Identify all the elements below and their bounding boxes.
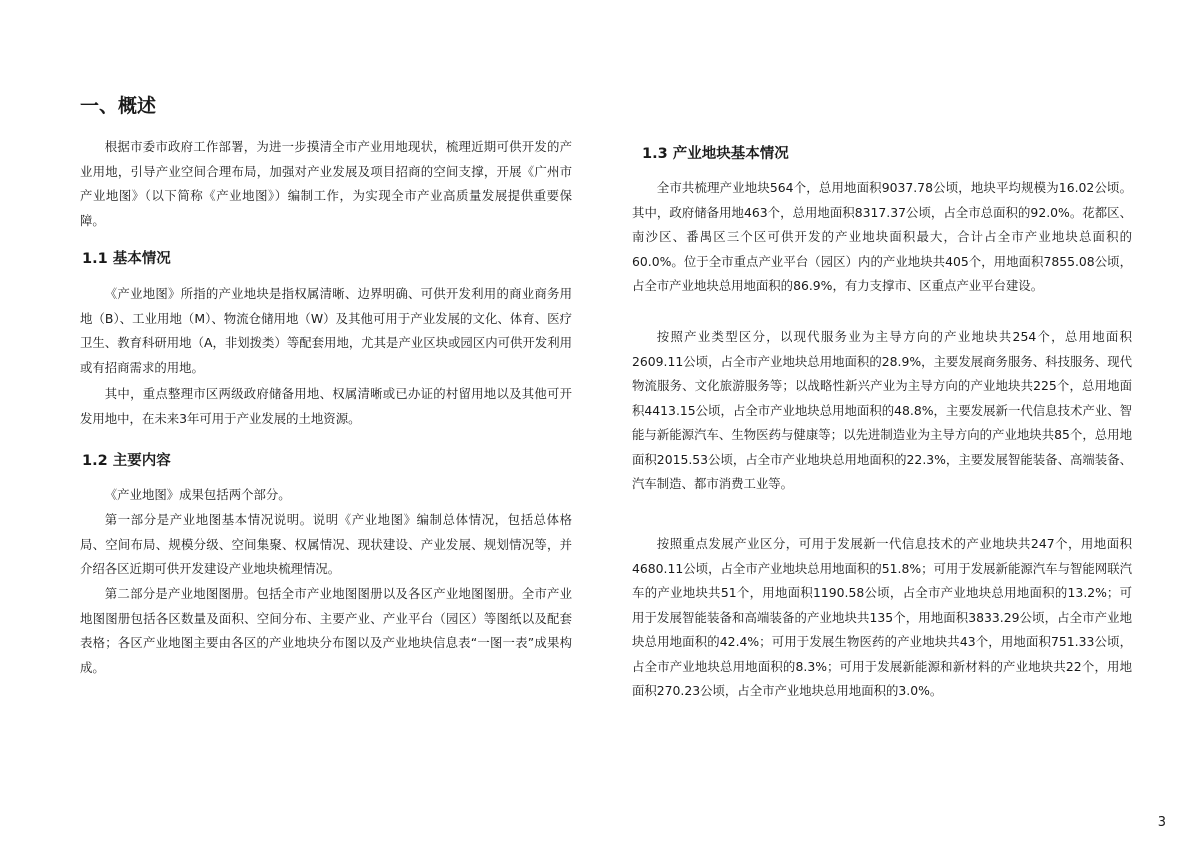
section-1-2-title: 1.2 主要内容 [82,453,171,469]
section-1-3-paragraph-2: 按照产业类型区分，以现代服务业为主导方向的产业地块共254个，总用地面积2609.11公顷，占全市产业地块总用地面积的28.9%，主要发展商务服务、科技服务、现代物流服务、文化旅游服务等；以战略性新兴产业为主导方向的产业地块共225个，总用地面积4413.15公顷，占全市产业地块总用地面积的48.8%，主要发展新一代信息技术产业、智能与新能源汽车、生物医药与健康等；以先进制造业为主导方向的产业地块共85个，总用地面积2015.53公顷，占全市产业地块总用地面积的22.3%，主要发展智能装备、高端装备、汽车制造、都市消费工业等。 [632,329,1132,491]
section-1-3-title: 1.3 产业地块基本情况 [642,146,789,162]
intro-paragraph: 根据市委市政府工作部署，为进一步摸清全市产业用地现状，梳理近期可供开发的产业用地，引导产业空间合理布局，加强对产业发展及项目招商的空间支撑，开展《广州市产业地图》（以下简称《产业地图》）编制工作，为实现全市产业高质量发展提供重要保障。 [80,139,572,228]
section-1-1-title: 1.1 基本情况 [82,251,171,267]
section-1-1-paragraph-2: 其中，重点整理市区两级政府储备用地、权属清晰或已办证的村留用地以及其他可开发用地中，在未来3年可用于产业发展的土地资源。 [80,386,572,426]
section-1-1-paragraph-1: 《产业地图》所指的产业地块是指权属清晰、边界明确、可供开发利用的商业商务用地（B）、工业用地（M）、物流仓储用地（W）及其他可用于产业发展的文化、体育、医疗卫生、教育科研用地（A，非划拨类）等配套用地，尤其是产业区块或园区内可供开发利用或有招商需求的用地。 [80,286,572,375]
section-1-3-paragraph-3: 按照重点发展产业区分，可用于发展新一代信息技术的产业地块共247个，用地面积4680.11公顷，占全市产业地块总用地面积的51.8%；可用于发展新能源汽车与智能网联汽车的产业地块共51个，用地面积1190.58公顷，占全市产业地块总用地面积的13.2%；可用于发展智能装备和高端装备的产业地块共135个，用地面积3833.29公顷，占全市产业地块总用地面积的42.4%；可用于发展生物医药的产业地块共43个，用地面积751.33公顷，占全市产业地块总用地面积的8.3%；可用于发展新能源和新材料的产业地块共22个，用地面积270.23公顷，占全市产业地块总用地面积的3.0%。 [632,536,1132,698]
section-1-2-paragraph-3: 第二部分是产业地图图册。包括全市产业地图图册以及各区产业地图图册。全市产业地图图册包括各区数量及面积、空间分布、主要产业、产业平台（园区）等图纸以及配套表格；各区产业地图主要由各区的产业地块分布图以及产业地块信息表“一图一表”成果构成。 [80,586,572,675]
section-1-3-paragraph-1: 全市共梳理产业地块564个，总用地面积9037.78公顷，地块平均规模为16.02公顷。其中，政府储备用地463个，总用地面积8317.37公顷，占全市总面积的92.0%。花都区、南沙区、番禺区三个区可供开发的产业地块面积最大，合计占全市产业地块总面积的60.0%。位于全市重点产业平台（园区）内的产业地块共405个，用地面积7855.08公顷，占全市产业地块总用地面积的86.9%，有力支撑市、区重点产业平台建设。 [632,180,1132,293]
section-1-2-paragraph-2: 第一部分是产业地图基本情况说明。说明《产业地图》编制总体情况，包括总体格局、空间布局、规模分级、空间集聚、权属情况、现状建设、产业发展、规划情况等，并介绍各区近期可供开发建设产业地块梳理情况。 [80,512,572,576]
section-1-2-paragraph-1: 《产业地图》成果包括两个部分。 [104,487,291,502]
chapter-heading: 一、概述 [80,95,157,117]
page-number: 3 [1157,815,1166,830]
